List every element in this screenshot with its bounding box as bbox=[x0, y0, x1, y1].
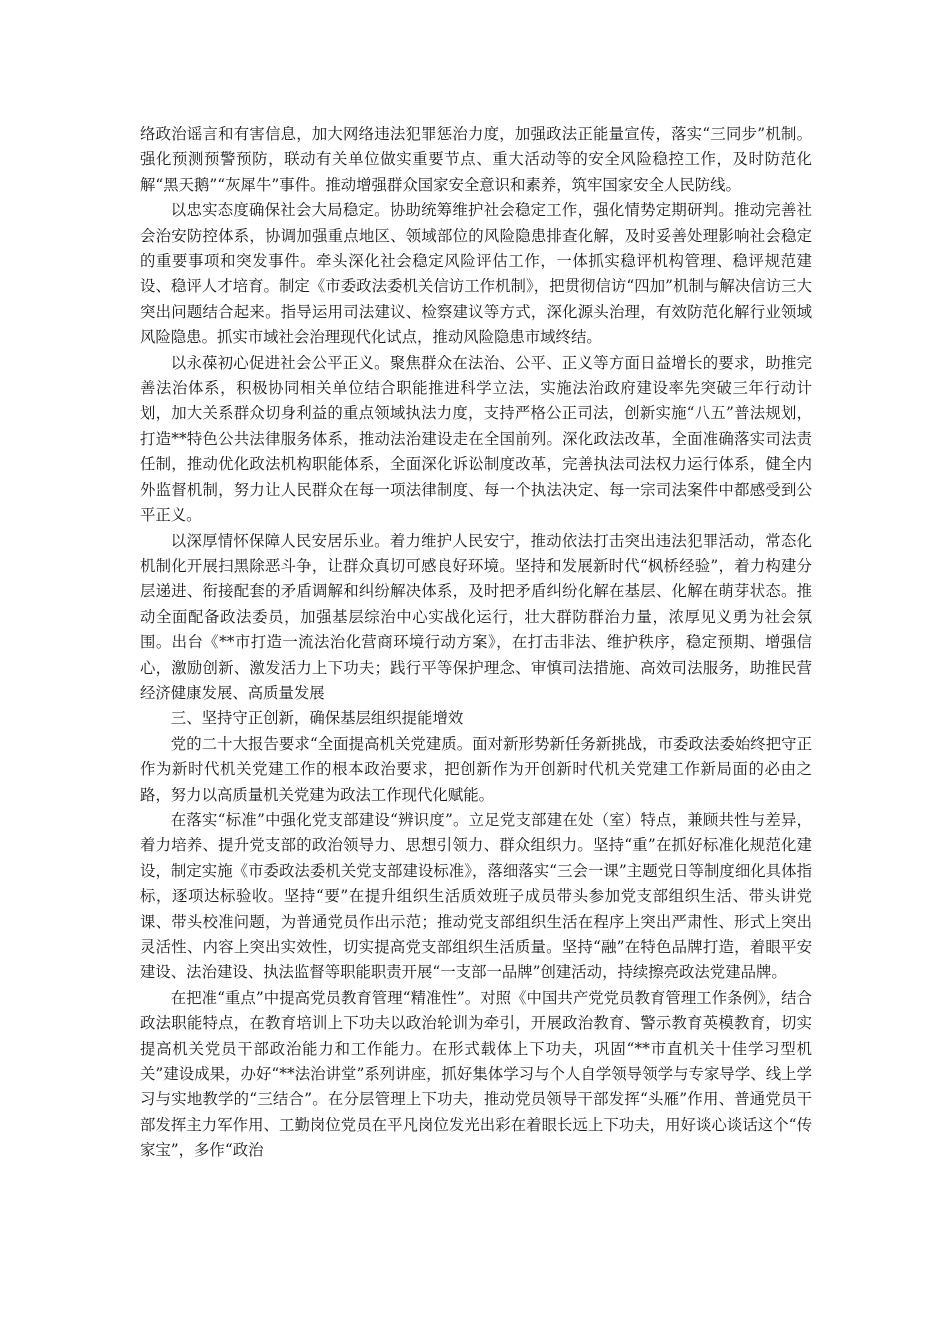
section-heading-three: 三、坚持守正创新，确保基层组织提能增效 bbox=[170, 709, 464, 728]
paragraph-party-building-intro: 党的二十大报告要求“全面提高机关党建质。面对新形势新任务新挑战，市委政法委始终把守正作为新时代机关党建工作的根本政治要求，把创新作为开创新时代机关党建工作新局面的必由之路，努力以高质量机关党建为政法工作现代化赋能。 bbox=[140, 734, 812, 804]
paragraph-member-education: 在把准“重点”中提高党员教育管理“精准性”。对照《中国共产党党员教育管理工作条例》，结合政法职能特点，在教育培训上下功夫以政治轮训为牵引，开展政治教育、警示教育英模教育，切实提高机关党员干部政治能力和工作能力。在形式载体上下功夫，巩固“**市直机关十佳学习型机关”建设成果，办好“**法治讲堂”系列讲座，抓好集体学习与个人自学领导领学与专家导学、线上学习与实地教学的“三结合”。在分层管理上下功夫，推动党员领导干部发挥“头雁”作用、普通党员干部发挥主力军作用、工勤岗位党员在平凡岗位发光出彩在着眼长远上下功夫，用好谈心谈话这个“传家宝”，多作“政治 bbox=[140, 988, 812, 1160]
paragraph-people-wellbeing: 以深厚情怀保障人民安居乐业。着力维护人民安宁，推动依法打击突出违法犯罪活动，常态化机制化开展扫黑除恶斗争，让群众真切可感良好环境。坚持和发展新时代“枫桥经验”，着力构建分层递进、衔接配套的矛盾调解和纠纷解决体系，及时把矛盾纠纷化解在基层、化解在萌芽状态。推动全面配备政法委员，加强基层综治中心实战化运行，壮大群防群治力量，浓厚见义勇为社会氛围。出台《**市打造一流法治化营商环境行动方案》，在打击非法、维护秩序，稳定预期、增强信心，激励创新、激发活力上下功夫；践行平等保护理念、审慎司法措施、高效司法服务，助推民营经济健康发展、高质量发展 bbox=[140, 531, 812, 702]
paragraph-branch-standards: 在落实“标准”中强化党支部建设“辨识度”。立足党支部建在处（室）特点，兼顾共性与差异，着力培养、提升党支部的政治领导力、思想引领力、群众组织力。坚持“重”在抓好标准化规范化建设，制定实施《市委政法委机关党支部建设标准》，落细落实“三会一课”主题党日等制度细化具体指标，逐项达标验收。坚持“要”在提升组织生活质效班子成员带头参加党支部组织生活、带头讲党课、带头校准问题，为普通党员作出示范；推动党支部组织生活在程序上突出严肃性、形式上突出灵活性、内容上突出实效性，切实提高党支部组织生活质量。坚持“融”在特色品牌打造，着眼平安建设、法治建设、执法监督等职能职责开展“一支部一品牌”创建活动，持续擦亮政法党建品牌。 bbox=[140, 810, 812, 982]
paragraph-continuation: 络政治谣言和有害信息，加大网络违法犯罪惩治力度，加强政法正能量宣传，落实“三同步”机制。强化预测预警预防，联动有关单位做实重要节点、重大活动等的安全风险稳控工作，及时防范化解“黑天鹅”“灰犀牛”事件。推动增强群众国家安全意识和素养，筑牢国家安全人民防线。 bbox=[140, 125, 812, 194]
paragraph-social-stability: 以忠实态度确保社会大局稳定。协助统筹维护社会稳定工作，强化情势定期研判。推动完善社会治安防控体系，协调加强重点地区、领域部位的风险隐患排查化解，及时妥善处理影响社会稳定的重要事项和突发事件。牵头深化社会稳定风险评估工作，一体抓实稳评机构管理、稳评规范建设、稳评人才培育。制定《市委政法委机关信访工作机制》，把贯彻信访“四加”机制与解决信访三大突出问题结合起来。指导运用司法建议、检察建议等方式，深化源头治理，有效防范化解行业领域风险隐患。抓实市域社会治理现代化试点，推动风险隐患市域终结。 bbox=[140, 201, 812, 347]
paragraph-fairness-justice: 以永葆初心促进社会公平正义。聚焦群众在法治、公平、正义等方面日益增长的要求，助推完善法治体系，积极协同相关单位结合职能推进科学立法，实施法治政府建设率先突破三年行动计划，加大关系群众切身利益的重点领域执法力度，支持严格公正司法，创新实施“八五”普法规划，打造**特色公共法律服务体系，推动法治建设走在全国前列。深化政法改革，全面准确落实司法责任制，推动优化政法机构职能体系，全面深化诉讼制度改革，完善执法司法权力运行体系，健全内外监督机制，努力让人民群众在每一项法律制度、每一个执法决定、每一宗司法案件中都感受到公平正义。 bbox=[140, 353, 812, 525]
document-body bbox=[140, 122, 812, 1164]
